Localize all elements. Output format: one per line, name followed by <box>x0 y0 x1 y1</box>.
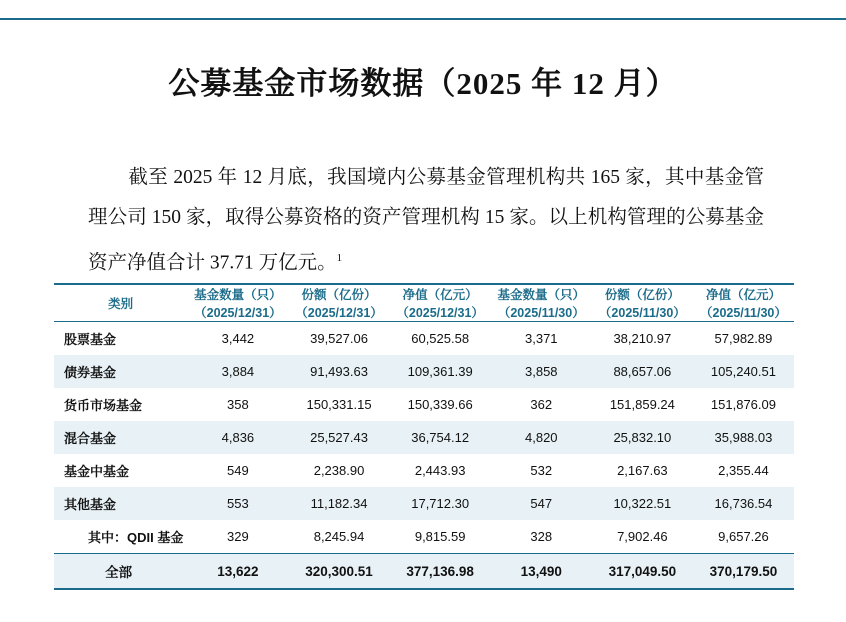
row-nav-previous: 2,355.44 <box>718 463 769 478</box>
table-header-row-top <box>54 284 794 303</box>
table-row <box>54 355 794 388</box>
row-category: 基金中基金 <box>64 464 130 479</box>
row-nav-current: 36,754.12 <box>390 421 491 454</box>
row-category: 其他基金 <box>54 487 187 520</box>
row-shares-previous: 7,902.46 <box>617 529 668 544</box>
row-shares-previous: 2,167.63 <box>617 463 668 478</box>
row-count-previous: 4,820 <box>491 421 592 454</box>
row-shares-current: 150,331.15 <box>306 397 372 412</box>
column-subheader-date-nav-current: （2025/12/31） <box>396 306 484 320</box>
row-count-current: 358 <box>227 397 249 412</box>
row-shares-previous: 88,657.06 <box>592 355 693 388</box>
table-row <box>54 520 794 553</box>
row-nav-current: 17,712.30 <box>390 487 491 520</box>
row-nav-current: 9,815.59 <box>414 529 466 544</box>
total-nav-previous: 370,179.50 <box>693 554 794 589</box>
column-header-shares-current: 份额（亿份） <box>301 288 377 302</box>
column-subheader-date-shares-previous: （2025/11/30） <box>598 306 686 320</box>
column-subheader-date-count-previous: （2025/11/30） <box>497 306 585 320</box>
column-header-shares-previous: 份额（亿份） <box>604 288 680 302</box>
total-shares-current: 320,300.51 <box>288 554 389 589</box>
total-shares-previous: 317,049.50 <box>592 554 693 589</box>
table-row <box>54 388 794 421</box>
row-nav-current: 109,361.39 <box>390 355 491 388</box>
row-count-current: 329 <box>227 529 249 544</box>
row-count-current: 3,442 <box>221 331 255 346</box>
fund-market-table <box>54 283 794 590</box>
row-count-current: 549 <box>227 463 249 478</box>
row-nav-previous: 16,736.54 <box>693 487 794 520</box>
column-header-count-previous: 基金数量（只） <box>497 288 586 302</box>
header-rule <box>0 18 846 20</box>
row-count-previous: 3,858 <box>491 355 592 388</box>
row-count-previous: 3,371 <box>525 331 558 346</box>
intro-paragraph <box>88 158 764 284</box>
row-nav-previous: 35,988.03 <box>693 421 794 454</box>
row-nav-current: 2,443.93 <box>414 463 466 478</box>
row-nav-previous: 151,876.09 <box>710 397 776 412</box>
rule-cell <box>54 588 794 589</box>
row-count-previous: 362 <box>530 397 553 412</box>
table-total-row <box>54 554 794 589</box>
row-nav-previous: 57,982.89 <box>714 331 773 346</box>
row-shares-current: 2,238.90 <box>313 463 365 478</box>
column-header-nav-previous: 净值（亿元） <box>705 288 781 302</box>
row-shares-current: 25,527.43 <box>288 421 389 454</box>
column-subheader-date-shares-current: （2025/12/31） <box>295 306 383 320</box>
table-row <box>54 487 794 520</box>
column-header-category: 类别 <box>108 297 134 311</box>
row-count-previous: 547 <box>491 487 592 520</box>
row-shares-previous: 151,859.24 <box>609 397 675 412</box>
row-shares-current: 8,245.94 <box>313 529 365 544</box>
column-header-nav-current: 净值（亿元） <box>402 288 478 302</box>
column-header-count-current: 基金数量（只） <box>194 288 282 302</box>
total-label: 全部 <box>54 554 187 589</box>
total-nav-current: 377,136.98 <box>390 554 491 589</box>
row-category: 货币市场基金 <box>64 398 143 413</box>
total-count-current: 13,622 <box>187 554 288 589</box>
table-bottom-rule <box>54 588 794 589</box>
row-shares-previous: 38,210.97 <box>613 331 672 346</box>
row-count-current: 3,884 <box>187 355 288 388</box>
row-shares-current: 39,527.06 <box>310 331 368 346</box>
row-shares-current: 11,182.34 <box>288 487 389 520</box>
row-nav-previous: 9,657.26 <box>718 529 769 544</box>
row-nav-current: 150,339.66 <box>407 397 473 412</box>
total-count-previous: 13,490 <box>491 554 592 589</box>
footnote-marker: 1 <box>336 252 343 264</box>
row-shares-previous: 10,322.51 <box>592 487 693 520</box>
row-category: 其中：QDII 基金 <box>88 530 184 545</box>
row-nav-previous: 105,240.51 <box>693 355 794 388</box>
row-category: 股票基金 <box>64 332 117 347</box>
row-category: 混合基金 <box>54 421 187 454</box>
row-count-current: 553 <box>187 487 288 520</box>
row-shares-previous: 25,832.10 <box>592 421 693 454</box>
table-row <box>54 322 794 356</box>
column-subheader-date-nav-previous: （2025/11/30） <box>700 306 787 320</box>
row-count-current: 4,836 <box>187 421 288 454</box>
row-count-previous: 328 <box>530 529 553 544</box>
row-count-previous: 532 <box>530 463 553 478</box>
row-shares-current: 91,493.63 <box>288 355 389 388</box>
row-category: 债券基金 <box>54 355 187 388</box>
page-title: 公募基金市场数据（2025 年 12 月） <box>168 66 678 101</box>
row-nav-current: 60,525.58 <box>411 331 470 346</box>
column-subheader-date-count-current: （2025/12/31） <box>194 306 282 320</box>
paragraph-text: 截至 2025 年 12 月底，我国境内公募基金管理机构共 165 家，其中基金管理公司 150 家，取得公募资格的资产管理机构 15 家。以上机构管理的公募基金资产净值合计 37.71 万亿元。 <box>88 167 764 274</box>
table-row <box>54 454 794 487</box>
table-row <box>54 421 794 454</box>
